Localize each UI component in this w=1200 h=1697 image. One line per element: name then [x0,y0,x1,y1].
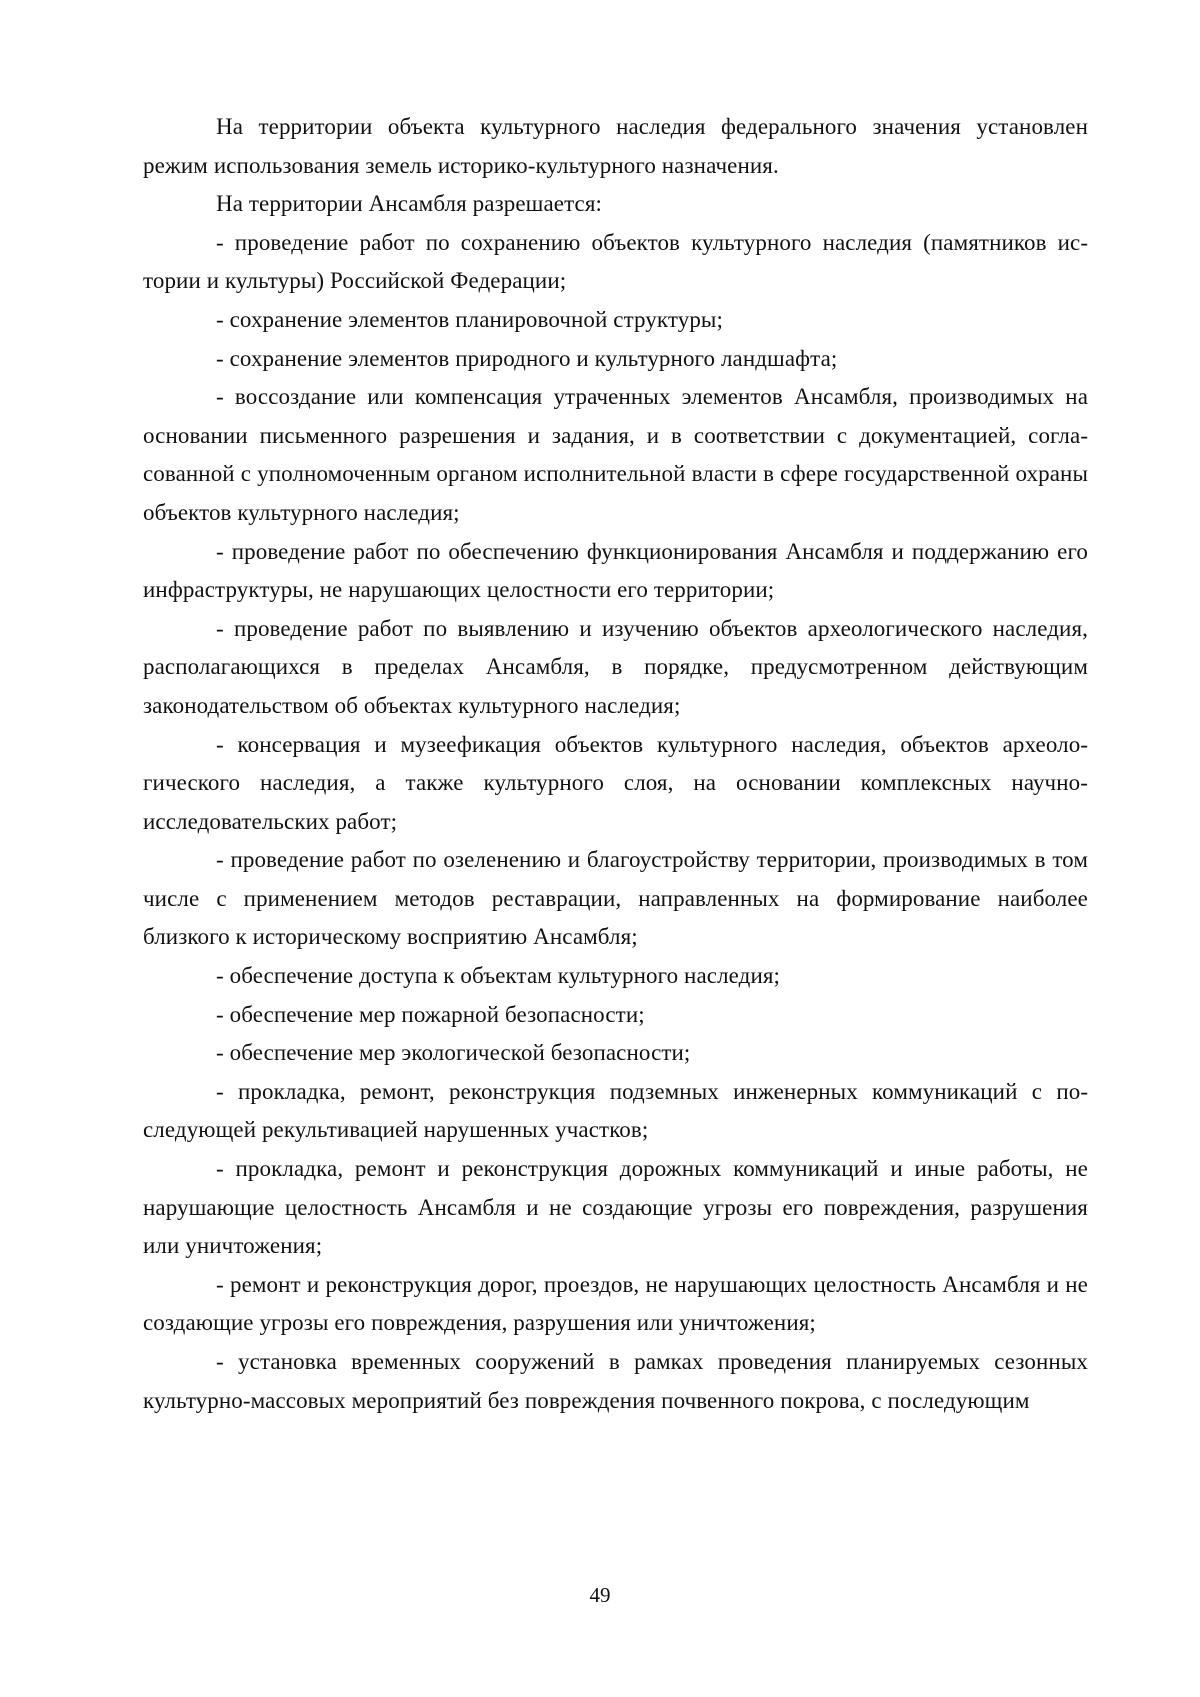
list-item-planning-structure: - сохранение элементов планировочной структуры; [216,306,723,332]
list-item-conservation: - консервация и музеефикация объектов культурного наследия, объектов археологического наследия, а также культурного слоя, на основании комплексных научно-исследовательских работ; [143,731,1088,834]
list-item-fire-safety: - обеспечение мер пожарной безопасности; [216,1001,645,1027]
list-item-underground-utilities: - прокладка, ремонт, реконструкция подземных инженерных коммуникаций с последующей рекультивацией нарушенных участков; [143,1078,1088,1143]
list-item-landscaping: - проведение работ по озеленению и благоустройству территории, производимых в том числе с применением методов реставрации, направленных на формирование наиболее близкого к историческому восприятию Ансамбля; [143,847,1088,950]
list-item-temporary-structures: - установка временных сооружений в рамках проведения планируемых сезонных культурно-массовых мероприятий без повреждения почвенного покрова, с последующим [143,1349,1088,1413]
body-text [143,108,1088,1420]
list-item-ecology: - обеспечение мер экологической безопасности; [216,1040,691,1066]
page-number: 49 [589,1583,611,1607]
list-item-reconstruction: - воссоздание или компенсация утраченных элементов Ансамбля, производимых на основании письменного разрешения и задания, и в соответствии с документацией, согласованной с уполномоченным органом исполнительной власти в сфере государственной охраны объектов культурного наследия; [143,384,1088,525]
paragraph-land-use-regime: На территории объекта культурного наследия федерального значения установлен режим использования земель историко-культурного назначения. [143,114,1088,178]
list-item-infrastructure: - проведение работ по обеспечению функционирования Ансамбля и поддержанию его инфраструктуры, не нарушающих целостности его территории; [143,538,1088,603]
list-item-road-utilities: - прокладка, ремонт и реконструкция дорожных коммуникаций и иные работы, не нарушающие целостность Ансамбля и не создающие угрозы его повреждения, разрушения или уничтожения; [143,1156,1088,1259]
list-item-preservation-works: - проведение работ по сохранению объектов культурного наследия (памятников истории и культуры) Российской Федерации; [143,229,1088,294]
list-item-access: - обеспечение доступа к объектам культурного наследия; [216,963,781,989]
list-item-archaeology: - проведение работ по выявлению и изучению объектов археологического наследия, располагающихся в пределах Ансамбля, в порядке, предусмотренном действующим законодательством об объектах культурного наследия; [143,615,1088,718]
paragraph-permitted-intro: На территории Ансамбля разрешается: [216,191,602,217]
list-item-landscape: - сохранение элементов природного и культурного ландшафта; [216,345,838,371]
list-item-road-repair: - ремонт и реконструкция дорог, проездов, не нарушающих целостность Ансамбля и не создающие угрозы его повреждения, разрушения или уничтожения; [143,1271,1088,1336]
